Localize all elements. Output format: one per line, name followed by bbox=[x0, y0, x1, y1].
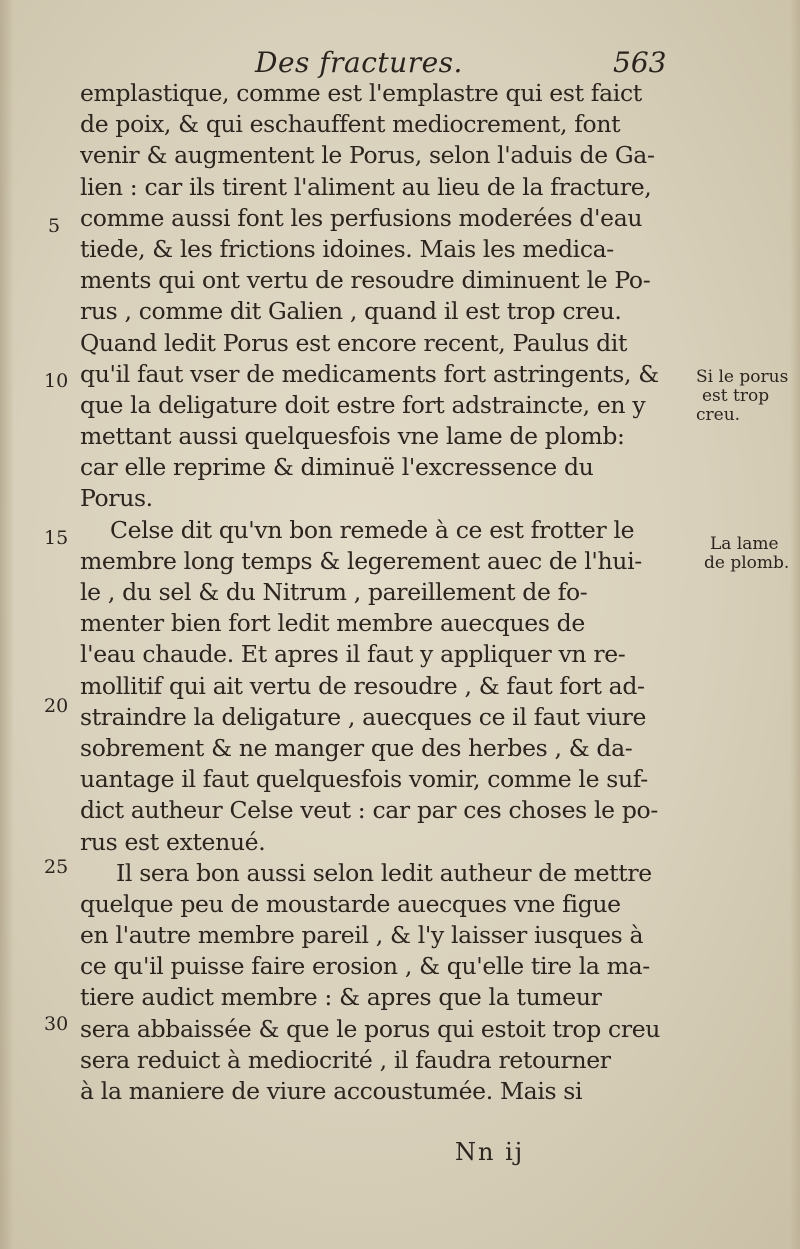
text-line: mettant aussi quelquesfois vne lame de plomb: bbox=[80, 422, 625, 451]
text-line: de poix, & qui eschauffent mediocrement, font bbox=[80, 110, 621, 139]
text-line: Il sera bon aussi selon ledit autheur de mettre bbox=[116, 858, 652, 887]
text-line: menter bien fort ledit membre auecques de bbox=[80, 609, 585, 638]
text-line: sobrement & ne manger que des herbes , & da- bbox=[80, 733, 633, 762]
text-line: lien : car ils tirent l'aliment au lieu de la fracture, bbox=[80, 172, 652, 201]
text-line: à la maniere de viure accoustumée. Mais si bbox=[80, 1077, 583, 1105]
margin-note-line: La lame bbox=[710, 534, 779, 554]
line-number: 5 bbox=[48, 215, 61, 237]
text-line: car elle reprime & diminuë l'excressence du bbox=[80, 453, 594, 482]
body-text bbox=[80, 78, 680, 1107]
text-line: le , du sel & du Nitrum , pareillement de fo- bbox=[80, 578, 588, 606]
text-line: sera abbaissée & que le porus qui estoit trop creu bbox=[80, 1014, 661, 1043]
text-line: ce qu'il puisse faire erosion , & qu'elle tire la ma- bbox=[80, 952, 650, 981]
text-line: straindre la deligature , auecques ce il faut viure bbox=[80, 702, 647, 731]
line-number: 25 bbox=[44, 856, 69, 878]
line-number: 10 bbox=[44, 370, 69, 392]
text-line: membre long temps & legerement auec de l'hui- bbox=[80, 546, 642, 575]
signature-mark: Nn ij bbox=[455, 1138, 525, 1166]
text-line: uantage il faut quelquesfois vomir, comme le suf- bbox=[80, 765, 648, 794]
text-line: Porus. bbox=[80, 484, 153, 513]
margin-note-plomb bbox=[704, 535, 789, 573]
margin-note-line: est trop bbox=[702, 386, 770, 406]
text-line: comme aussi font les perfusions moderées d'eau bbox=[80, 203, 643, 232]
text-line: qu'il faut vser de medicaments fort astringents, & bbox=[80, 359, 659, 388]
margin-note-line: de plomb. bbox=[704, 553, 790, 573]
text-line: Celse dit qu'vn bon remede à ce est frotter le bbox=[110, 515, 635, 544]
text-line: Quand ledit Porus est encore recent, Paulus dit bbox=[80, 328, 628, 357]
text-line: en l'autre membre pareil , & l'y laisser iusques à bbox=[80, 921, 644, 950]
text-line: que la deligature doit estre fort adstraincte, en y bbox=[80, 390, 646, 419]
line-number: 20 bbox=[44, 695, 69, 717]
text-line: ments qui ont vertu de resoudre diminuent le Po- bbox=[80, 266, 651, 295]
page-edge-shadow-right bbox=[790, 0, 800, 1249]
margin-note-line: Si le porus bbox=[696, 367, 789, 387]
text-line: rus , comme dit Galien , quand il est trop creu. bbox=[80, 297, 622, 326]
text-line: l'eau chaude. Et apres il faut y appliquer vn re- bbox=[80, 640, 626, 669]
text-line: dict autheur Celse veut : car par ces choses le po- bbox=[80, 796, 658, 825]
page-edge-shadow-left bbox=[0, 0, 14, 1249]
margin-note-porus bbox=[696, 368, 788, 425]
text-line: tiere audict membre : & apres que la tumeur bbox=[80, 983, 602, 1012]
line-number: 15 bbox=[44, 527, 69, 549]
text-line: tiede, & les frictions idoines. Mais les medica- bbox=[80, 234, 614, 263]
text-line: emplastique, comme est l'emplastre qui est faict bbox=[80, 79, 642, 107]
text-line: venir & augmentent le Porus, selon l'aduis de Ga- bbox=[80, 141, 655, 170]
line-number: 30 bbox=[44, 1013, 69, 1035]
running-title: Des fractures. bbox=[255, 46, 463, 79]
text-line: quelque peu de moustarde auecques vne figue bbox=[80, 889, 621, 918]
text-line: mollitif qui ait vertu de resoudre , & faut fort ad- bbox=[80, 671, 645, 700]
margin-note-line: creu. bbox=[696, 405, 741, 425]
page-number: 563 bbox=[613, 46, 667, 79]
text-line: rus est extenué. bbox=[80, 827, 266, 856]
text-line: sera reduict à mediocrité , il faudra retourner bbox=[80, 1045, 611, 1074]
